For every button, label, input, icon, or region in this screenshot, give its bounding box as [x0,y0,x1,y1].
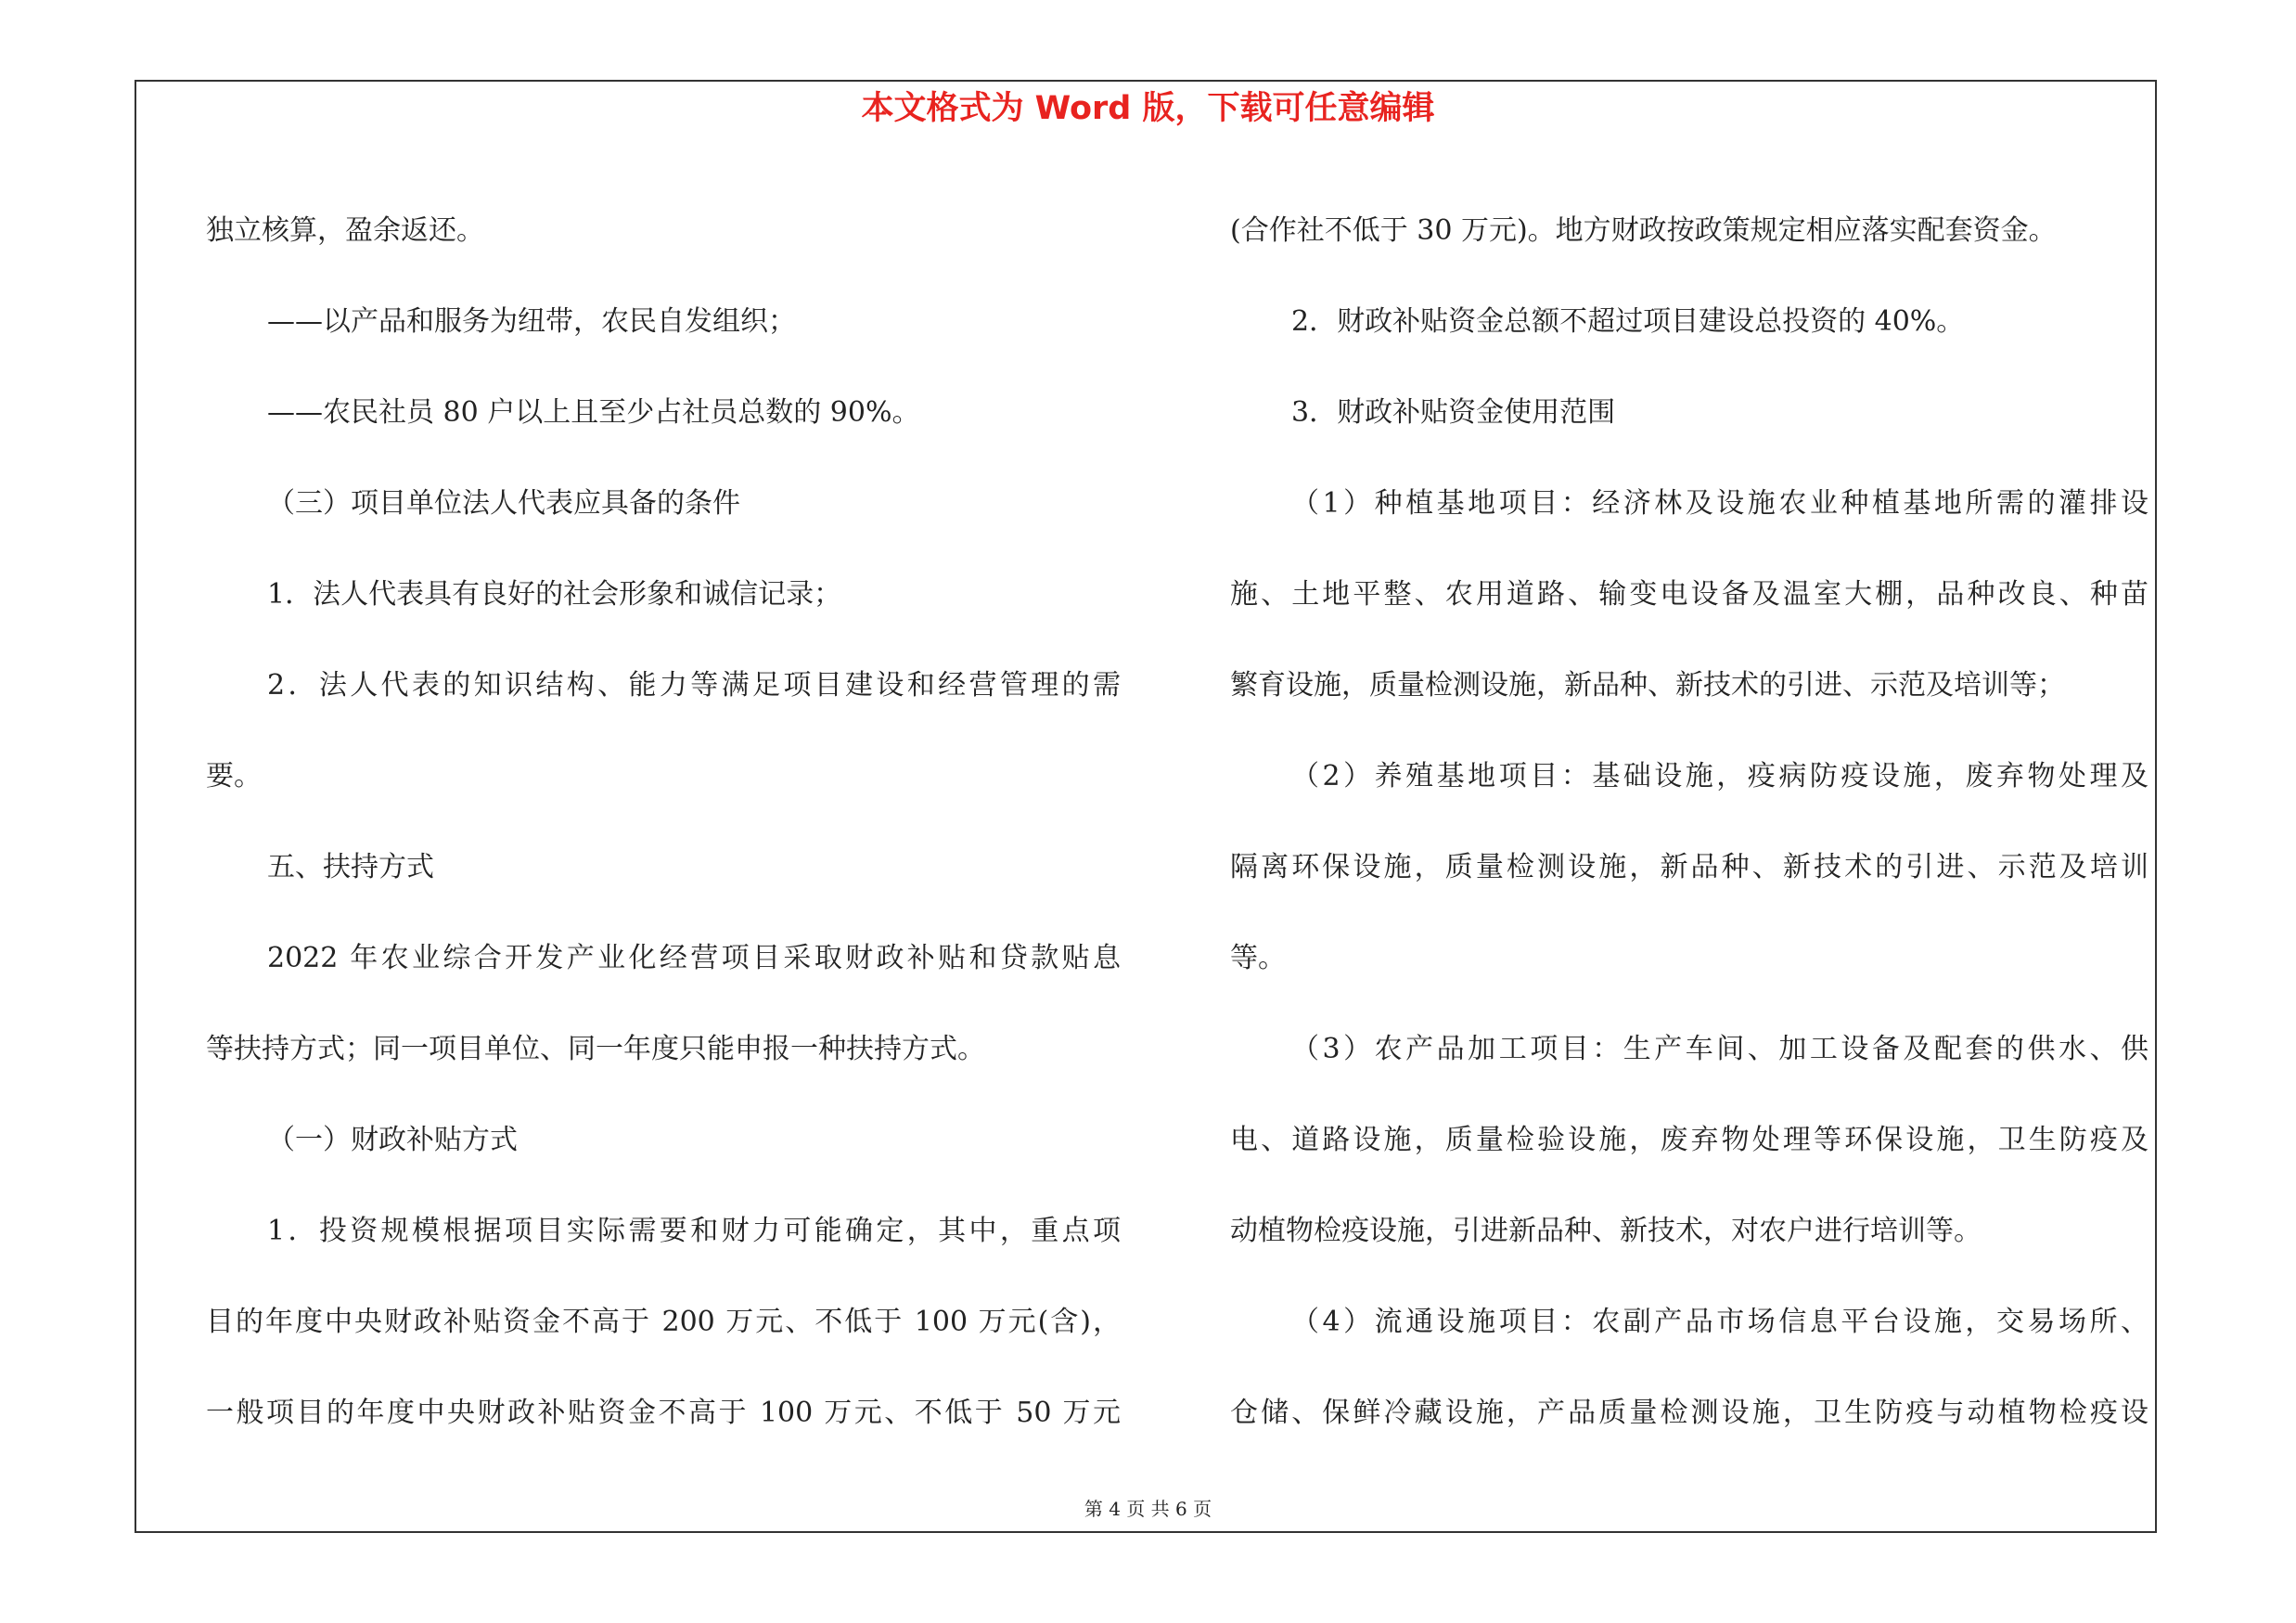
text-line: 1．投资规模根据项目实际需要和财力可能确定，其中，重点项 [267,1215,1121,1247]
text-line: 隔离环保设施，质量检测设施，新品种、新技术的引进、示范及培训 [1230,851,2148,883]
text-line: 目的年度中央财政补贴资金不高于 200 万元、不低于 100 万元(含)， [206,1306,1121,1338]
text-line: （2）养殖基地项目：基础设施，疫病防疫设施，废弃物处理及 [1291,760,2148,792]
text-line: 独立核算，盈余返还。 [206,214,484,247]
text-line: 要。 [206,760,262,792]
text-line: 2．财政补贴资金总额不超过项目建设总投资的 40%。 [1291,305,1965,338]
text-line: 繁育设施，质量检测设施，新品种、新技术的引进、示范及培训等； [1230,669,2065,702]
text-line: ——农民社员 80 户以上且至少占社员总数的 90%。 [267,396,920,429]
right-column [1230,186,2148,1459]
text-line: 电、道路设施，质量检验设施，废弃物处理等环保设施，卫生防疫及 [1230,1124,2148,1156]
text-line: 2022 年农业综合开发产业化经营项目采取财政补贴和贷款贴息 [267,942,1121,974]
text-line: （4）流通设施项目：农副产品市场信息平台设施，交易场所、 [1291,1306,2148,1338]
text-line: （3）农产品加工项目：生产车间、加工设备及配套的供水、供 [1291,1033,2148,1065]
left-column [206,186,1121,1459]
text-line: （三）项目单位法人代表应具备的条件 [267,487,740,520]
text-line: 3．财政补贴资金使用范围 [1291,396,1616,429]
text-line: （一）财政补贴方式 [267,1124,518,1156]
header-banner: 本文格式为 Word 版，下载可任意编辑 [861,90,1435,127]
text-line: 等扶持方式；同一项目单位、同一年度只能申报一种扶持方式。 [206,1033,985,1065]
text-line: ——以产品和服务为纽带，农民自发组织； [267,305,796,338]
text-line: 施、土地平整、农用道路、输变电设备及温室大棚，品种改良、种苗 [1230,578,2148,611]
text-line: 动植物检疫设施，引进新品种、新技术，对农户进行培训等。 [1230,1215,1982,1247]
page-number: 第 4 页 共 6 页 [1084,1498,1212,1520]
text-line: 2．法人代表的知识结构、能力等满足项目建设和经营管理的需 [267,669,1121,702]
text-line: 1．法人代表具有良好的社会形象和诚信记录； [267,578,842,611]
text-line: （1）种植基地项目：经济林及设施农业种植基地所需的灌排设 [1291,487,2148,520]
text-line: 一般项目的年度中央财政补贴资金不高于 100 万元、不低于 50 万元 [206,1397,1121,1429]
text-line: 仓储、保鲜冷藏设施，产品质量检测设施，卫生防疫与动植物检疫设 [1230,1397,2148,1429]
text-line: 五、扶持方式 [267,851,434,883]
text-line: (合作社不低于 30 万元)。地方财政按政策规定相应落实配套资金。 [1230,214,2057,247]
text-line: 等。 [1230,942,1286,974]
